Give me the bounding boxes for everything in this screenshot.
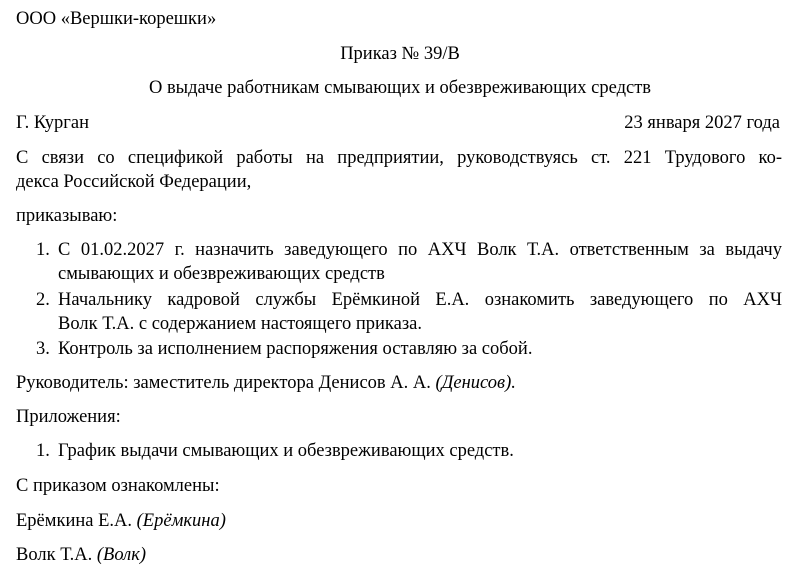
acquainted-name: Волк Т.А. <box>16 545 93 565</box>
list-item-text: С 01.02.2027 г. назначить заведующего по АХЧ Волк Т.А. ответственным за выдачу <box>58 240 782 260</box>
acquainted-signature: (Ерёмкина) <box>136 511 226 531</box>
preamble-line-1: С связи со спецификой работы на предприятии, руководствуясь ст. 221 Трудового ко- <box>16 148 782 168</box>
acquainted-name: Ерёмкина Е.А. <box>16 511 133 531</box>
order-city: Г. Курган <box>16 113 90 133</box>
order-title: Приказ № 39/В <box>340 44 460 64</box>
list-item-number: 3. <box>36 339 50 359</box>
list-item-text: Контроль за исполнением распоряжения оставляю за собой. <box>58 339 533 359</box>
acquainted-row <box>16 543 146 567</box>
attachment-number: 1. <box>36 441 50 461</box>
acquainted-signature: (Волк) <box>96 545 147 565</box>
head-signature-row <box>16 371 516 395</box>
order-date: 23 января 2027 года <box>624 113 780 133</box>
list-item-continuation: смывающих и обезвреживающих средств <box>58 264 385 284</box>
attachment-text: График выдачи смывающих и обезвреживающих средств. <box>58 441 514 461</box>
list-item-text: Начальнику кадровой службы Ерёмкиной Е.А. ознакомить заведующего по АХЧ <box>58 290 782 310</box>
list-item-continuation: Волк Т.А. с содержанием настоящего приказа. <box>58 314 422 334</box>
head-text: Руководитель: заместитель директора Денисов А. А. <box>16 373 431 393</box>
preamble-line-2: декса Российской Федерации, <box>16 172 252 192</box>
order-word: приказываю: <box>16 206 118 226</box>
organization-name: ООО «Вершки-корешки» <box>16 9 217 29</box>
list-item-number: 2. <box>36 290 50 310</box>
acquainted-label: С приказом ознакомлены: <box>16 476 220 496</box>
order-subject: О выдаче работникам смывающих и обезвреживающих средств <box>148 78 652 98</box>
attachments-label: Приложения: <box>16 407 121 427</box>
head-signature: (Денисов). <box>435 373 516 393</box>
list-item-number: 1. <box>36 240 50 260</box>
acquainted-row <box>16 509 226 533</box>
